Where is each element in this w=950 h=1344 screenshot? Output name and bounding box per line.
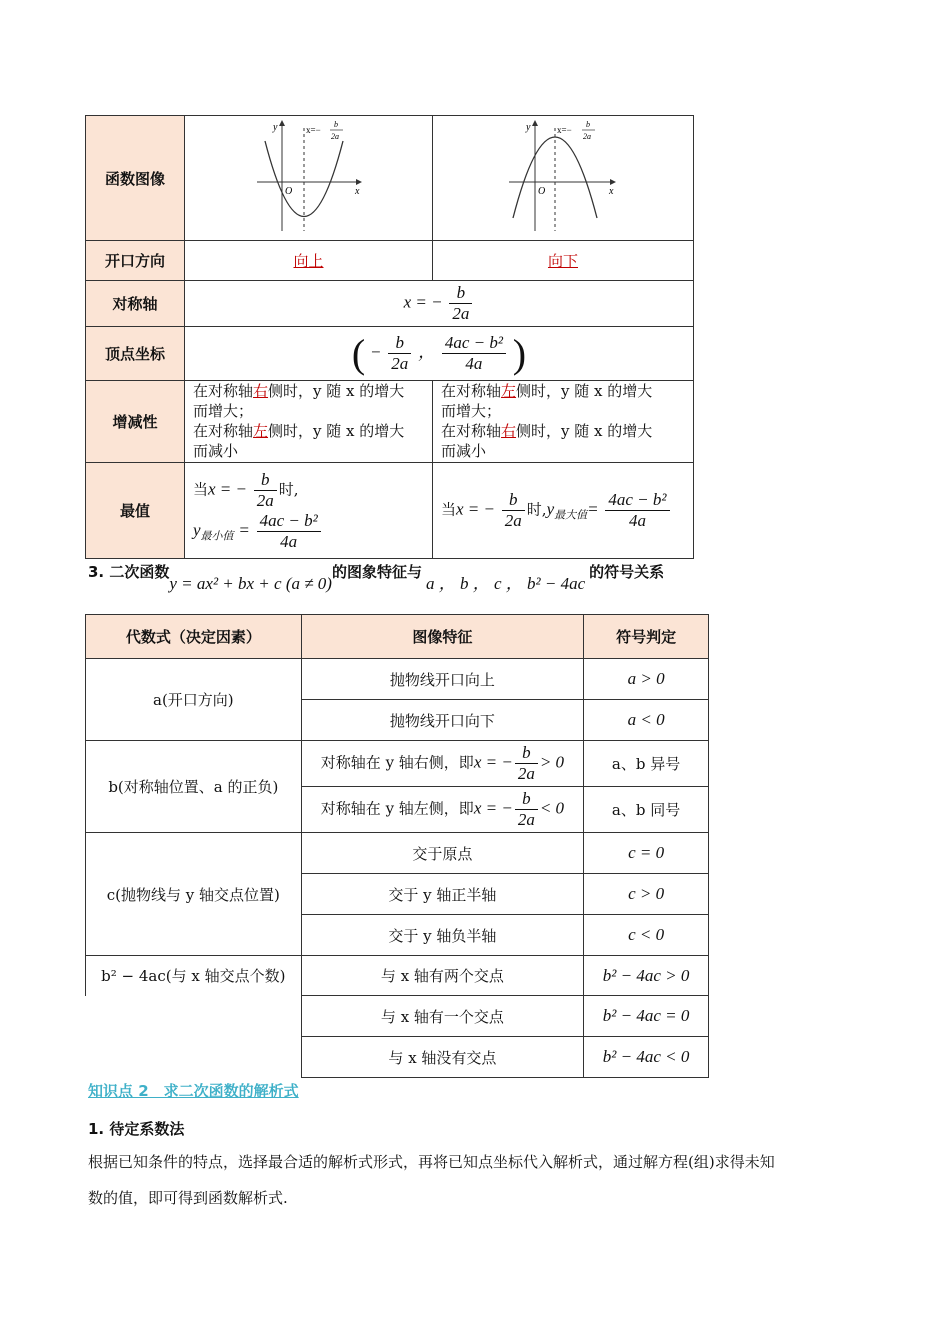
extremum-max-cell: 当x = − $\frac{b}{2a}$ 时$,y_{最大值}=$ $\frac{\text{4ac − b²}}{4a}$	[433, 463, 694, 559]
axis-den: 2a	[452, 304, 470, 323]
axis-num: b	[449, 283, 472, 304]
x-axis-label: x	[355, 186, 360, 197]
axis-formula-den: 2a	[583, 132, 591, 141]
x-axis-label: x	[609, 186, 614, 197]
sign-cell: a、b 异号	[584, 741, 709, 787]
knowledge-point-2-title: 知识点 2 求二次函数的解析式	[88, 1082, 299, 1100]
opening-up-value: 向上	[293, 252, 324, 270]
header-expression: 代数式（决定因素）	[86, 615, 302, 659]
feature-cell: 对称轴在 y 轴左侧，即x = − $\frac{b}{2a}$ < 0	[301, 787, 584, 833]
feature-cell: 对称轴在 y 轴右侧，即x = − $\frac{b}{2a}$ > 0	[301, 741, 584, 787]
axis-formula-num: b	[334, 120, 338, 129]
sign-cell: b² − 4ac > 0	[584, 956, 709, 996]
vertex-x-num: b	[388, 333, 411, 354]
header-sign: 符号判定	[584, 615, 709, 659]
paragraph-line-1: 根据已知条件的特点，选择最合适的解析式形式，再将已知点坐标代入解析式，通过解方程(组)求得未知	[88, 1153, 775, 1171]
vertex-y-num: 4ac − b²	[442, 333, 506, 354]
sign-cell: a > 0	[584, 659, 709, 700]
header-feature: 图像特征	[301, 615, 584, 659]
group-b: b(对称轴位置、a 的正负)	[86, 741, 302, 833]
axis-formula-num: b	[586, 120, 590, 129]
y-axis-label: y	[526, 122, 531, 133]
feature-cell: 交于 y 轴负半轴	[301, 915, 584, 956]
paragraph-line-2: 数的值，即可得到函数解析式.	[88, 1189, 288, 1207]
coefficient-symbols: a ， b ， c ， b² − 4ac	[426, 574, 586, 593]
row-label-extremum: 最值	[86, 463, 185, 559]
method-1-paragraph	[88, 1144, 868, 1216]
graph-up-cell	[185, 116, 433, 241]
origin-label: O	[538, 186, 546, 197]
axis-formula-prefix: x=−	[557, 125, 572, 135]
sign-cell: b² − 4ac = 0	[584, 996, 709, 1037]
vertex-y-den: 4a	[465, 354, 483, 373]
sign-cell: c < 0	[584, 915, 709, 956]
graph-down-cell	[433, 116, 694, 241]
monotonicity-up-cell: 在对称轴右侧时，y 随 x 的增大 而增大； 在对称轴左侧时，y 随 x 的增大 而减小	[185, 381, 433, 463]
method-1-title: 1. 待定系数法	[88, 1120, 185, 1138]
feature-cell: 与 x 轴有一个交点	[301, 996, 584, 1037]
opening-down-value: 向下	[547, 252, 578, 270]
extremum-min-cell: 当x = − $\frac{b}{2a}$ 时, $y_{最小值}$ = $\frac{\text{4ac − b²}}{4a}$	[185, 463, 433, 559]
quadratic-properties-table	[85, 115, 694, 559]
axis-formula-cell	[185, 281, 694, 327]
feature-cell: 抛物线开口向下	[301, 700, 584, 741]
origin-label: O	[285, 186, 293, 197]
sign-relationship-table	[85, 614, 709, 1078]
sign-cell: c > 0	[584, 874, 709, 915]
monotonicity-down-cell: 在对称轴左侧时，y 随 x 的增大 而增大； 在对称轴右侧时，y 随 x 的增大 而减小	[433, 381, 694, 463]
group-discriminant: b² − 4ac(与 x 轴交点个数)	[86, 956, 302, 996]
row-label-vertex: 顶点坐标	[86, 327, 185, 381]
feature-cell: 交于原点	[301, 833, 584, 874]
vertex-x-den: 2a	[391, 354, 409, 373]
group-c: c(抛物线与 y 轴交点位置)	[86, 833, 302, 956]
section-3-heading: 3. 二次函数y = ax² + bx + c (a ≠ 0)的图象特征与a ， b ， c ， b² − 4ac的符号关系	[88, 563, 665, 593]
row-label-monotonicity: 增减性	[86, 381, 185, 463]
group-a: a(开口方向)	[86, 659, 302, 741]
y-axis-label: y	[273, 122, 278, 133]
feature-cell: 抛物线开口向上	[301, 659, 584, 700]
row-label-graph: 函数图像	[86, 116, 185, 241]
row-label-opening: 开口方向	[86, 241, 185, 281]
parabola-down-graph	[433, 116, 693, 236]
parabola-up-graph	[185, 116, 432, 236]
row-label-axis: 对称轴	[86, 281, 185, 327]
axis-formula-prefix: x=−	[306, 125, 321, 135]
quadratic-formula: y = ax² + bx + c (a ≠ 0)	[169, 574, 332, 593]
vertex-formula-cell: ( − $\frac{b}{2a}$ ， $\frac{\text{4ac − b²}}{4a}$ )	[185, 327, 694, 381]
sign-cell: b² − 4ac < 0	[584, 1037, 709, 1078]
feature-cell: 与 x 轴没有交点	[301, 1037, 584, 1078]
sign-cell: c = 0	[584, 833, 709, 874]
feature-cell: 与 x 轴有两个交点	[301, 956, 584, 996]
axis-formula-den: 2a	[331, 132, 339, 141]
feature-cell: 交于 y 轴正半轴	[301, 874, 584, 915]
sign-cell: a < 0	[584, 700, 709, 741]
axis-formula-prefix: x = −	[403, 292, 443, 312]
sign-cell: a、b 同号	[584, 787, 709, 833]
